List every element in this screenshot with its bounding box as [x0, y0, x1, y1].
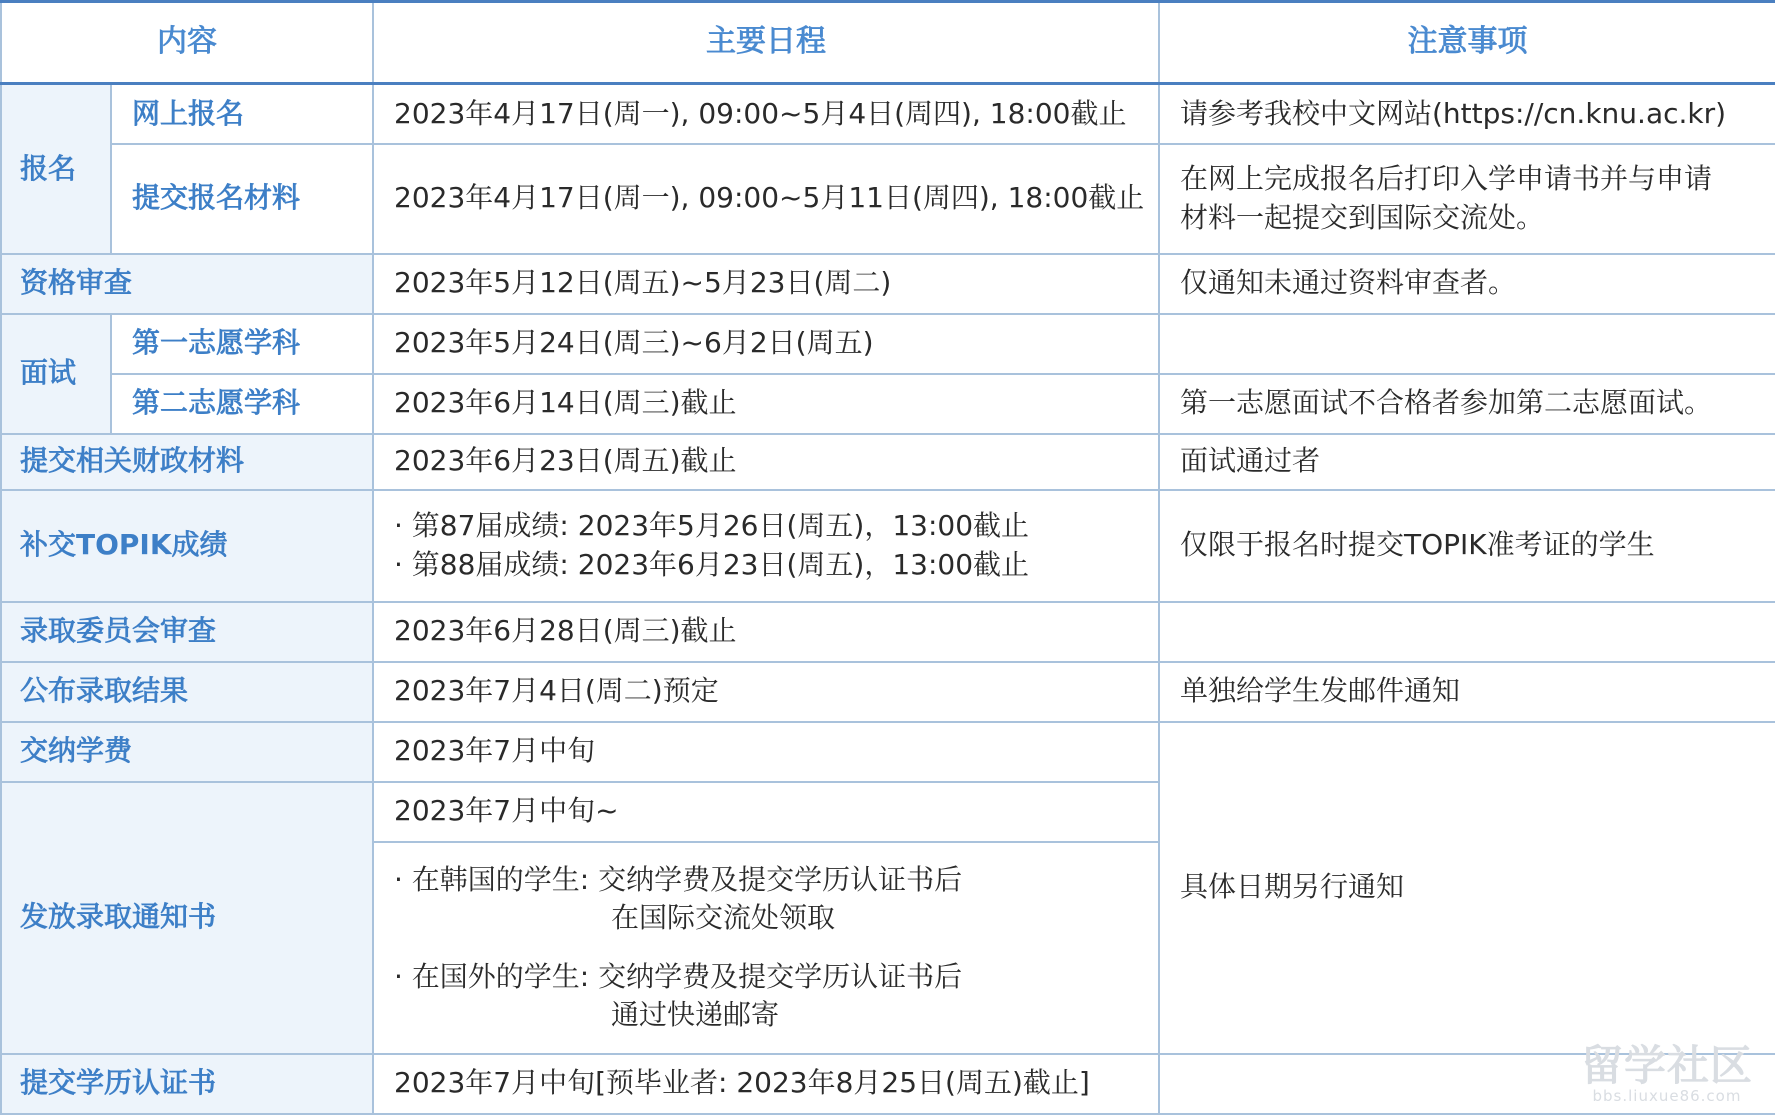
table-row	[1, 144, 1775, 254]
schedule-cell	[373, 842, 1159, 1054]
table-row	[1, 314, 1775, 374]
table-row	[1, 434, 1775, 490]
subcategory-cell: 第二志愿学科	[111, 374, 373, 434]
schedule-cell: 2023年7月中旬~	[373, 782, 1159, 842]
table-row	[1, 84, 1775, 144]
note-cell: 第一志愿面试不合格者参加第二志愿面试。	[1159, 374, 1775, 434]
korea-students-block	[394, 861, 1158, 937]
category-cell: 资格审查	[1, 254, 373, 314]
note-cell	[1159, 314, 1775, 374]
schedule-cell: 2023年6月14日(周三)截止	[373, 374, 1159, 434]
note-cell: 单独给学生发邮件通知	[1159, 662, 1775, 722]
category-cell: 报名	[1, 84, 111, 254]
schedule-line: · 第87届成绩: 2023年5月26日(周五)，13:00截止	[394, 509, 1030, 543]
category-cell: 录取委员会审查	[1, 602, 373, 662]
schedule-cell: 2023年7月中旬[预毕业者: 2023年8月25日(周五)截止]	[373, 1054, 1159, 1114]
subcategory-cell: 提交报名材料	[111, 144, 373, 254]
schedule-line: · 在国外的学生: 交纳学费及提交学历认证书后	[394, 959, 963, 993]
schedule-cell: 2023年7月中旬	[373, 722, 1159, 782]
category-cell: 交纳学费	[1, 722, 373, 782]
abroad-students-block	[394, 958, 1158, 1034]
schedule-line: · 在韩国的学生: 交纳学费及提交学历认证书后	[394, 863, 963, 897]
note-cell: 请参考我校中文网站(https://cn.knu.ac.kr)	[1159, 84, 1775, 144]
schedule-cell: 2023年4月17日(周一), 09:00~5月11日(周四), 18:00截止	[373, 144, 1159, 254]
table-row	[1, 722, 1775, 782]
note-cell	[1159, 602, 1775, 662]
schedule-line: · 第88届成绩: 2023年6月23日(周五)，13:00截止	[394, 547, 1030, 581]
watermark-url: bbs.liuxue86.com	[1592, 1087, 1742, 1105]
note-line: 材料一起提交到国际交流处。	[1180, 200, 1545, 234]
header-content: 内容	[1, 2, 373, 84]
table-row	[1, 374, 1775, 434]
schedule-cell: 2023年4月17日(周一), 09:00~5月4日(周四), 18:00截止	[373, 84, 1159, 144]
schedule-cell: 2023年6月23日(周五)截止	[373, 434, 1159, 490]
schedule-cell: 2023年6月28日(周三)截止	[373, 602, 1159, 662]
note-cell: 面试通过者	[1159, 434, 1775, 490]
watermark-title: 留学社区	[1580, 1041, 1753, 1090]
category-cell: 发放录取通知书	[1, 782, 373, 1054]
table-row	[1, 254, 1775, 314]
category-cell: 补交TOPIK成绩	[1, 490, 373, 602]
schedule-cell: 2023年7月4日(周二)预定	[373, 662, 1159, 722]
header-schedule: 主要日程	[373, 2, 1159, 84]
schedule-line: 在国际交流处领取	[611, 901, 836, 935]
note-cell	[1159, 144, 1775, 254]
category-cell: 提交相关财政材料	[1, 434, 373, 490]
table-row	[1, 602, 1775, 662]
note-cell: 具体日期另行通知	[1159, 722, 1775, 1054]
watermark-logo	[1580, 1041, 1753, 1105]
note-cell: 仅限于报名时提交TOPIK准考证的学生	[1159, 490, 1775, 602]
note-cell: 仅通知未通过资料审查者。	[1159, 254, 1775, 314]
header-row	[1, 2, 1775, 84]
category-cell: 提交学历认证书	[1, 1054, 373, 1114]
header-notes: 注意事项	[1159, 2, 1775, 84]
schedule-cell: 2023年5月12日(周五)~5月23日(周二)	[373, 254, 1159, 314]
subcategory-cell: 网上报名	[111, 84, 373, 144]
note-line: 在网上完成报名后打印入学申请书并与申请	[1180, 162, 1713, 196]
schedule-line: 通过快递邮寄	[611, 997, 780, 1031]
category-cell: 面试	[1, 314, 111, 434]
schedule-cell: 2023年5月24日(周三)~6月2日(周五)	[373, 314, 1159, 374]
category-cell: 公布录取结果	[1, 662, 373, 722]
subcategory-cell: 第一志愿学科	[111, 314, 373, 374]
table-row	[1, 1054, 1775, 1114]
schedule-cell	[373, 490, 1159, 602]
table-row	[1, 490, 1775, 602]
table-row	[1, 662, 1775, 722]
